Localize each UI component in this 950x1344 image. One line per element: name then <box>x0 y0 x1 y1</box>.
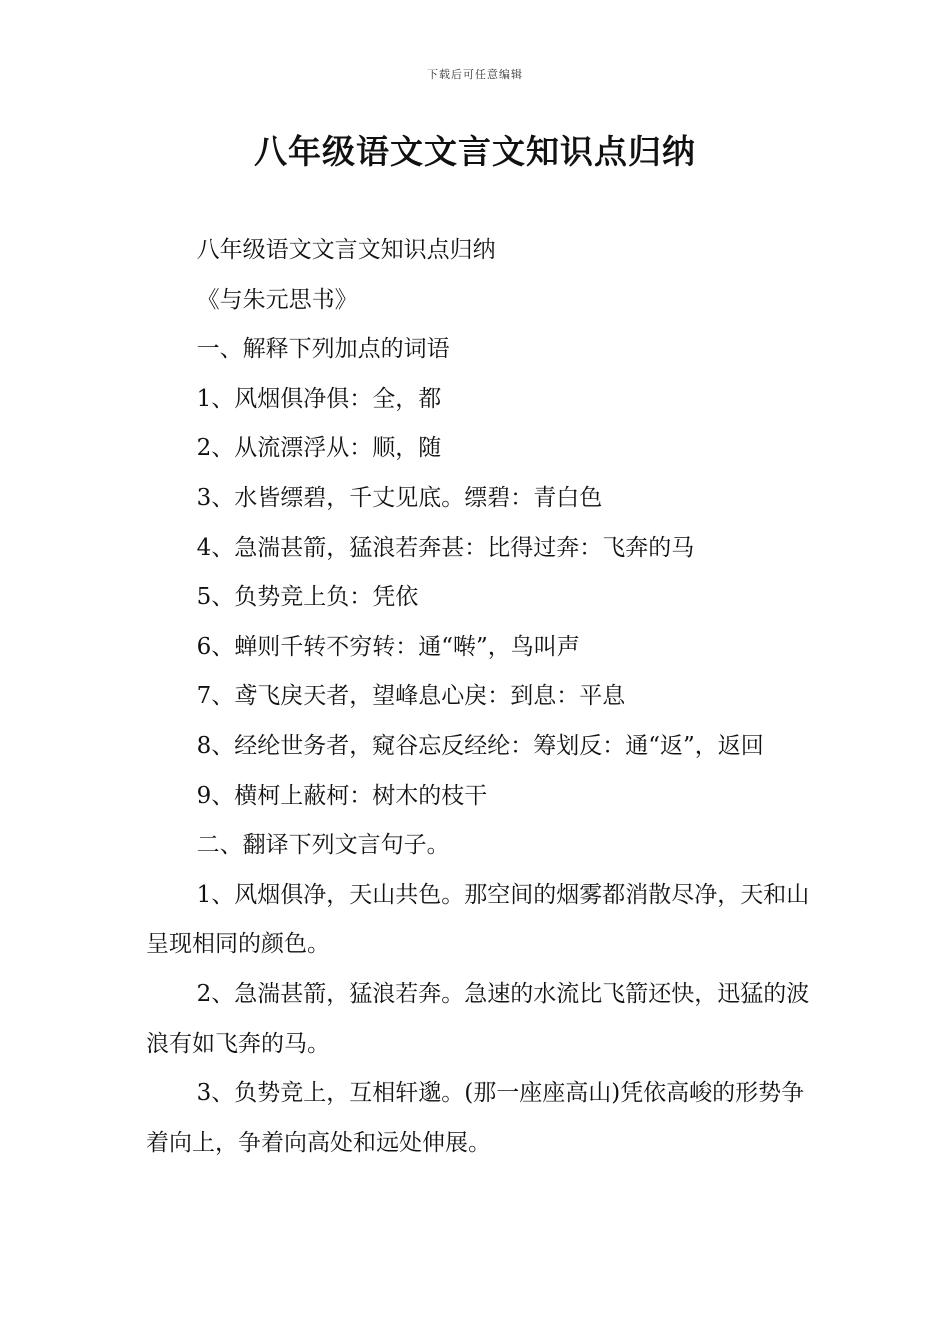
header-note: 下载后可任意编辑 <box>427 68 523 81</box>
paragraph-item-2: 2、从流漂浮从：顺，随 <box>196 435 442 462</box>
paragraph-item-3: 3、水皆缥碧，千丈见底。缥碧：青白色 <box>196 484 603 511</box>
paragraph-subtitle: 八年级语文文言文知识点归纳 <box>196 237 496 263</box>
paragraph-section-one: 一、解释下列加点的词语 <box>196 336 450 363</box>
paragraph-translation-2: 2、急湍甚箭，猛浪若奔。急速的水流比飞箭还快，迅猛的波浪有如飞奔的马。 <box>146 980 810 1057</box>
document-body <box>146 226 816 1168</box>
paragraph-section-two: 二、翻译下列文言句子。 <box>196 832 450 859</box>
paragraph-item-8: 8、经纶世务者，窥谷忘反经纶：筹划反：通“返”，返回 <box>196 732 764 759</box>
paragraph-text-title: 《与朱元思书》 <box>196 286 358 313</box>
paragraph-item-9: 9、横柯上蔽柯：树木的枝干 <box>196 782 488 809</box>
paragraph-item-5: 5、负势竞上负：凭依 <box>196 584 419 611</box>
paragraph-translation-1: 1、风烟俱净，天山共色。那空间的烟雾都消散尽净，天和山呈现相同的颜色。 <box>146 881 810 958</box>
paragraph-item-1: 1、风烟俱净俱：全，都 <box>196 385 442 412</box>
paragraph-item-4: 4、急湍甚箭，猛浪若奔甚：比得过奔：飞奔的马 <box>196 534 695 561</box>
paragraph-item-7: 7、鸢飞戾天者，望峰息心戾：到息：平息 <box>196 683 626 710</box>
document-title: 八年级语文文言文知识点归纳 <box>254 132 696 171</box>
paragraph-item-6: 6、蝉则千转不穷转：通“啭”，鸟叫声 <box>196 633 580 660</box>
paragraph-translation-3: 3、负势竞上，互相轩邈。(那一座座高山)凭依高峻的形势争着向上，争着向高处和远处伸展。 <box>146 1080 805 1156</box>
